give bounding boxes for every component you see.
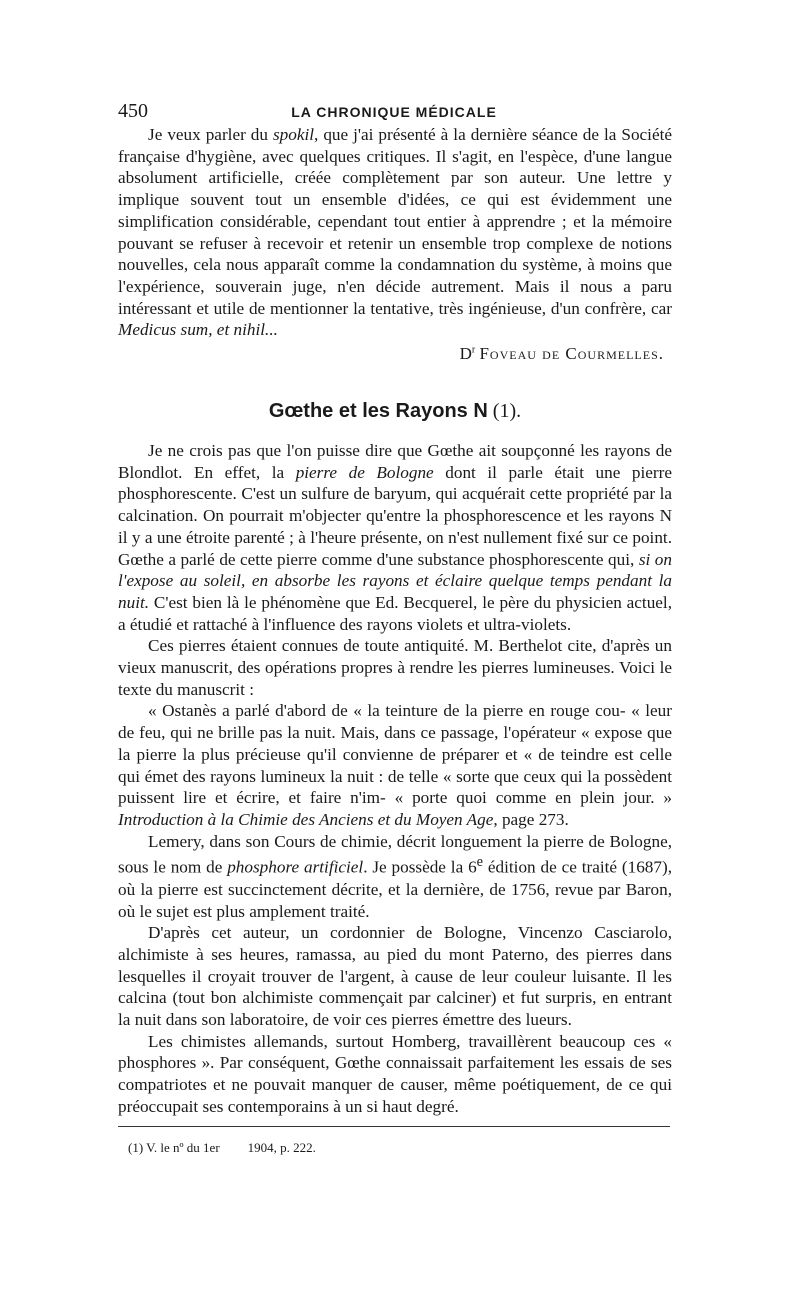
footnote-rule <box>118 1126 670 1127</box>
paragraph: Ces pierres étaient connues de toute antiquité. M. Berthelot cite, d'après un vieux manuscrit, des opérations propres à rendre les pierres lumineuses. Voici le texte du manuscrit : <box>118 636 672 699</box>
paragraph: D'après cet auteur, un cordonnier de Bologne, Vincenzo Casciarolo, alchimiste à ses heures, ramassa, au pied du mont Paterno, des pierres dans lesquelles il croyait trouver de l'argent, à cause de leur couleur luisante. Il les calcina (tout bon alchimiste commençait par calciner) et fut surpris, en entrant la nuit dans son laboratoire, de voir ces pierres émettre des lueurs. <box>118 923 672 1030</box>
author-signature: $D^r$ Foveau de Courmelles. <box>459 344 664 363</box>
quote-paragraph: « Ostanès a parlé d'abord de « la teinture de la pierre en rouge cou- « leur de feu, qui ne brille pas la nuit. Mais, dans ce passage, l'opérateur « expose que la pierre la plus précieuse qu'il convienne de préparer et « de teindre est celle qui émet des rayons lumineux la nuit : de telle « sorte que ceux qui la possèdent puissent lire et écrire, et faire n'im- « porte quoi comme en plein jour. » Introduction à la Chimie des Anciens et du Moyen Age, page 273. <box>118 701 672 829</box>
paragraph: Je ne crois pas que l'on puisse dire que Gœthe ait soupçonné les rayons de Blondlot. En effet, la pierre de Bologne dont il parle était une pierre phosphorescente. C'est un sulfure de baryum, qui acquérait cette propriété par la calcination. On pourrait m'objecter qu'entre la phosphorescence et les rayons N il y a une étroite parenté ; à l'heure présente, on n'est nullement fixé sur ce point. Gœthe a parlé de cette pierre comme d'une substance phosphorescente qui, si on l'expose au soleil, en absorbe les rayons et éclaire quelque temps pendant la nuit. C'est bien là le phénomène que Ed. Becquerel, le père du physicien actuel, a étudié et rattaché à l'influence des rayons violets et ultra-violets. <box>118 441 672 634</box>
paragraph: Lemery, dans son Cours de chimie, décrit longuement la pierre de Bologne, sous le nom de phosphore artificiel. Je possède la 6e édition de ce traité (1687), où la pierre est succinctement décrite, et la dernière, de 1756, revue par Baron, où le sujet est plus amplement traité. <box>118 831 672 921</box>
page-header <box>118 100 670 124</box>
footnote-ref: (1). <box>492 400 522 422</box>
footnote: (1) V. le nº du 1er 1904, p. 222. <box>128 1140 316 1155</box>
latin-phrase: Medicus sum, et nihil... <box>118 320 278 340</box>
intro-paragraph: Je veux parler du spokil, que j'ai présenté à la dernière séance de la Société française d'hygiène, avec quelques critiques. Il s'agit, en l'espèce, d'une langue absolument artificielle, créée complètement par son auteur. Une lettre y implique souvent tout un ensemble d'idées, ce qui est évidemment une simplification considérable, cependant tout entier à apprendre ; et la mémoire pouvant se refuser à recevoir et retenir un ensemble trop complexe de notions nouvelles, cela nous apparaît comme la condamnation du système, à moins que l'expérience, souverain juge, n'en décide autrement. Mais il nous a paru intéressant et utile de mentionner la tentative, très ingénieuse, d'un confrère, car Medicus sum, et nihil... <box>118 125 672 340</box>
article-title: Gœthe et les Rayons N (1). <box>268 400 522 422</box>
article-body <box>118 440 672 1118</box>
intro-section <box>118 124 672 341</box>
paragraph: Les chimistes allemands, surtout Homberg, travaillèrent beaucoup ces « phosphores ». Par conséquent, Gœthe connaissait parfaitement les essais de ses compatriotes et ne pouvait manquer de causer, même poétiquement, de ce qui préoccupait ses contemporains à un si haut degré. <box>118 1031 672 1116</box>
page-number: 450 <box>118 100 148 122</box>
running-title: LA CHRONIQUE MÉDICALE <box>291 104 497 120</box>
